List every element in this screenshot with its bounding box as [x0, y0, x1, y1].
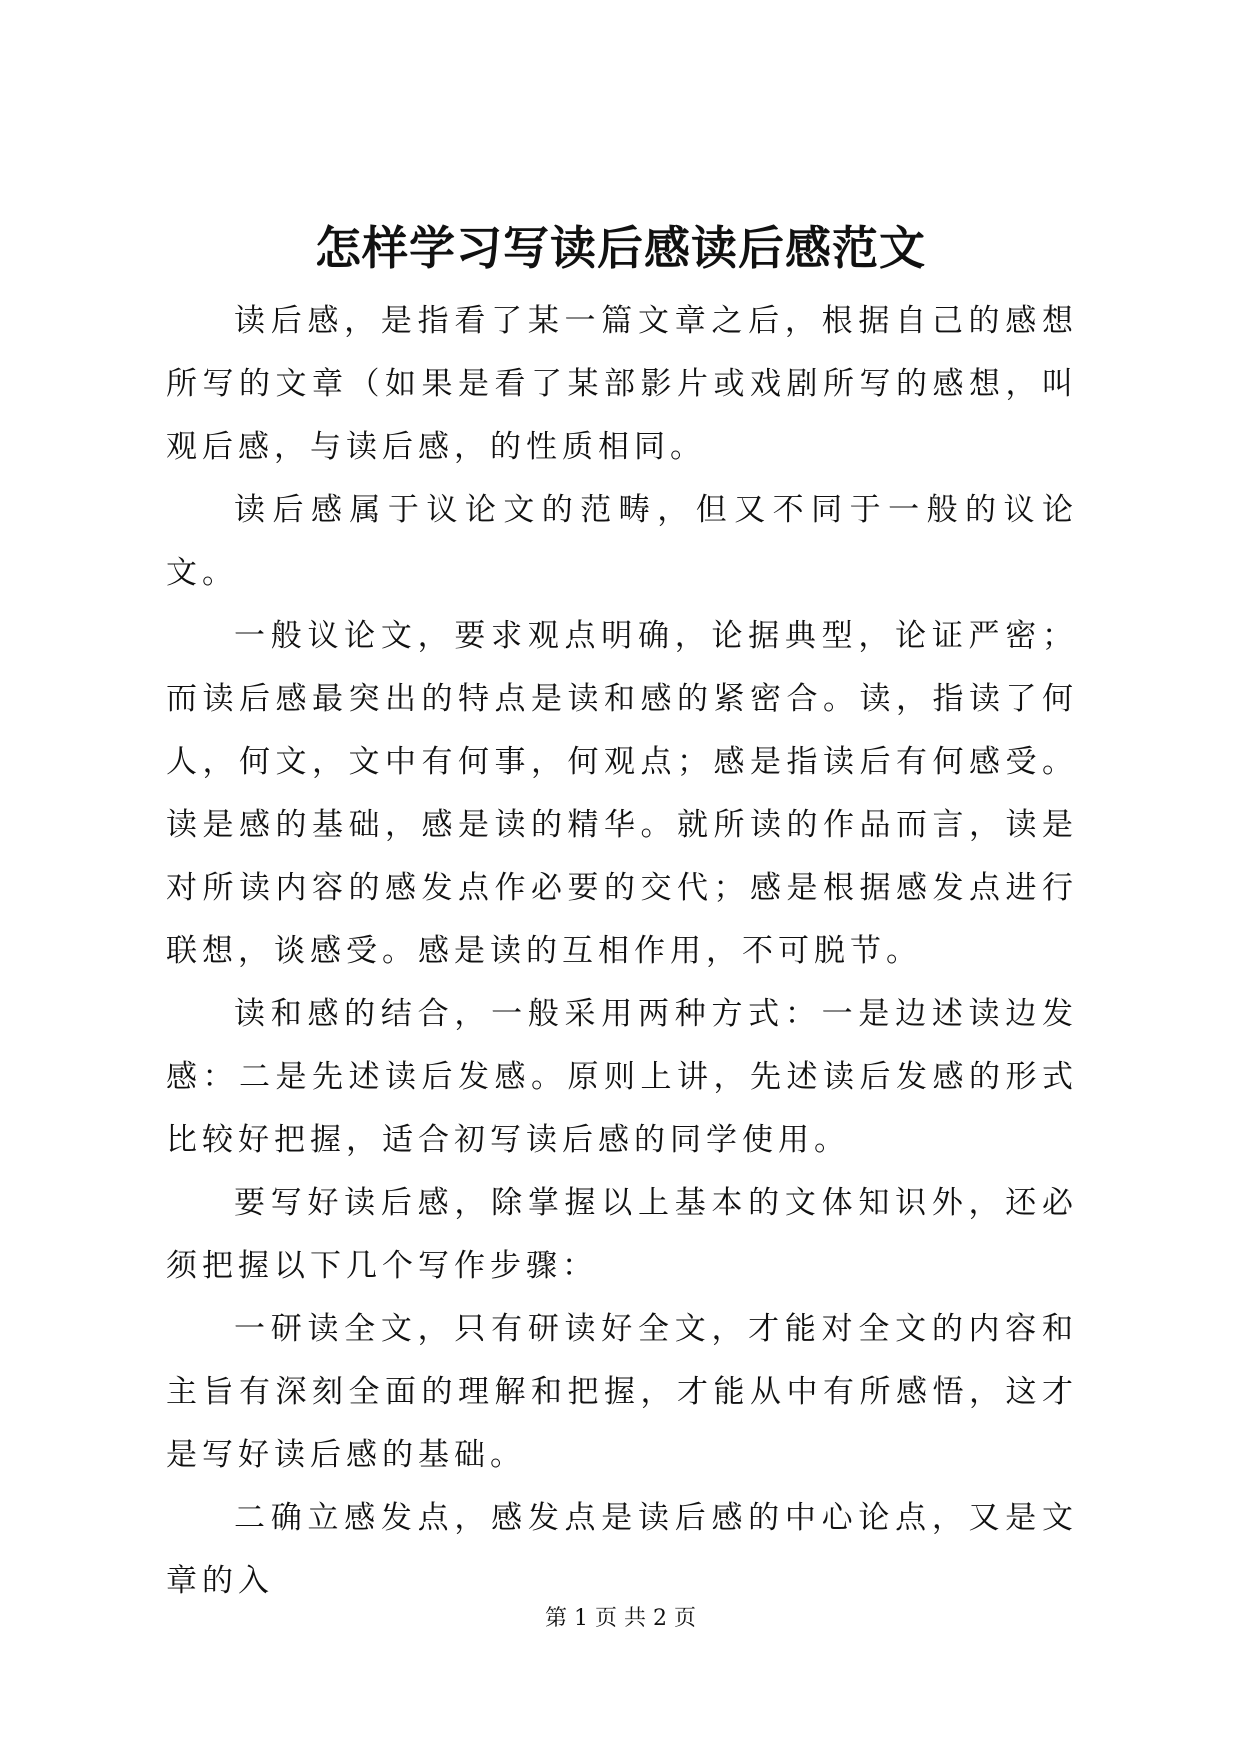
document-title: 怎样学习写读后感读后感范文 [315, 221, 926, 275]
paragraph-5: 要写好读后感，除掌握以上基本的文体知识外，还必须把握以下几个写作步骤： [166, 1185, 1078, 1284]
paragraph-7: 二确立感发点，感发点是读后感的中心论点，又是文章的入 [166, 1500, 1078, 1599]
paragraph-2: 读后感属于议论文的范畴，但又不同于一般的议论文。 [166, 492, 1078, 591]
page-number-footer: 第 1 页 共 2 页 [545, 1606, 696, 1631]
paragraph-4: 读和感的结合，一般采用两种方式：一是边述读边发感：二是先述读后发感。原则上讲，先述读后发感的形式比较好把握，适合初写读后感的同学使用。 [166, 996, 1078, 1158]
paragraph-3: 一般议论文，要求观点明确，论据典型，论证严密；而读后感最突出的特点是读和感的紧密合。读，指读了何人，何文，文中有何事，何观点；感是指读后有何感受。读是感的基础，感是读的精华。就所读的作品而言，读是对所读内容的感发点作必要的交代；感是根据感发点进行联想，谈感受。感是读的互相作用，不可脱节。 [166, 618, 1078, 969]
paragraph-1: 读后感，是指看了某一篇文章之后，根据自己的感想所写的文章（如果是看了某部影片或戏剧所写的感想，叫观后感，与读后感，的性质相同。 [166, 303, 1078, 465]
document-body [166, 290, 1078, 1613]
paragraph-6: 一研读全文，只有研读好全文，才能对全文的内容和主旨有深刻全面的理解和把握，才能从中有所感悟，这才是写好读后感的基础。 [166, 1311, 1078, 1473]
